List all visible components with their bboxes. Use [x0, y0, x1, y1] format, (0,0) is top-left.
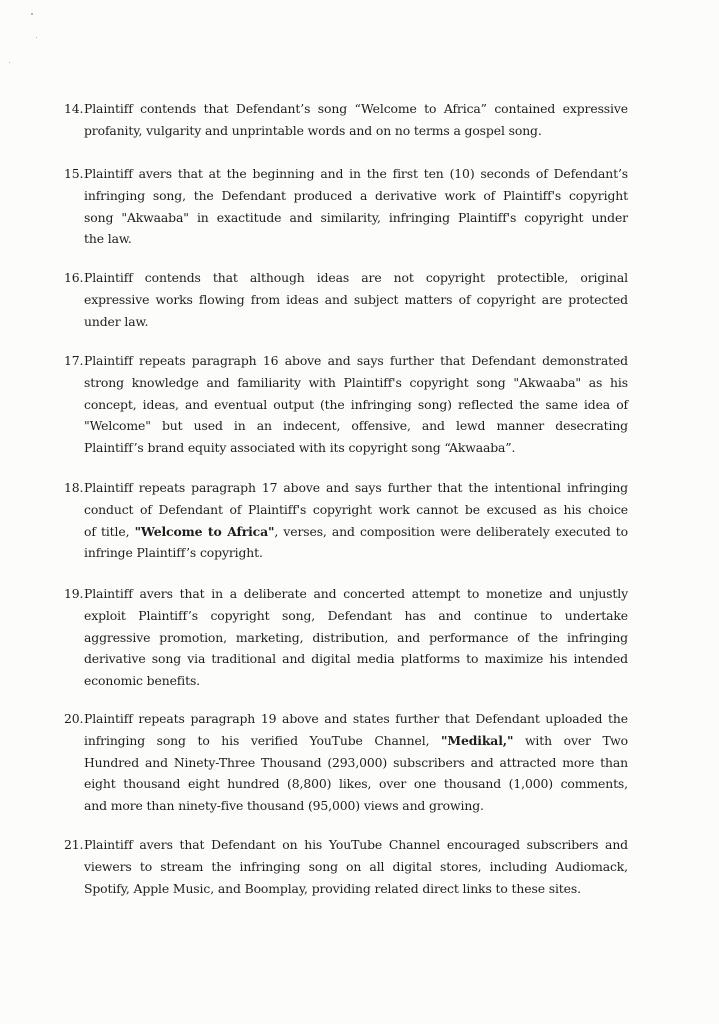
- paragraph-text-line: strong knowledge and familiarity with Plaintiff's copyright song "Akwaaba" as his: [84, 374, 628, 390]
- paragraph-number: 21.: [64, 837, 84, 852]
- paragraph-19: [64, 583, 628, 692]
- paragraph-text-line: eight thousand eight hundred (8,800) likes, over one thousand (1,000) comments,: [84, 776, 628, 792]
- paragraph-text-line: conduct of Defendant of Plaintiff's copyright work cannot be excused as his choice: [84, 501, 628, 517]
- paragraph-text-line: viewers to stream the infringing song on all digital stores, including Audiomack,: [84, 858, 628, 874]
- paragraph-text-line: under law.: [84, 313, 149, 329]
- paragraph-number: 20.: [64, 711, 84, 726]
- paragraph-text-line: infringe Plaintiff’s copyright.: [84, 545, 263, 561]
- paragraph-text-line: profanity, vulgarity and unprintable words and on no terms a gospel song.: [84, 122, 542, 138]
- paragraph-text-line: Plaintiff repeats paragraph 17 above and says further that the intentional infringing: [84, 480, 628, 495]
- paragraph-text-line: Plaintiff repeats paragraph 19 above and states further that Defendant uploaded the: [84, 711, 628, 726]
- paragraph-17: [64, 350, 628, 459]
- paragraph-text-line: concept, ideas, and eventual output (the infringing song) reflected the same idea of: [84, 396, 628, 412]
- paragraph-text-line: exploit Plaintiff’s copyright song, Defendant has and continue to undertake: [84, 607, 628, 623]
- paragraph-text-line: economic benefits.: [84, 673, 201, 689]
- paragraph-text-segment: of title,: [84, 523, 135, 539]
- paragraph-16: [64, 267, 628, 332]
- paragraph-14: [64, 98, 628, 142]
- paragraph-text-line: Spotify, Apple Music, and Boomplay, providing related direct links to these sites.: [84, 880, 581, 896]
- paragraph-15: [64, 163, 628, 250]
- paragraph-number: 18.: [64, 480, 84, 495]
- paragraph-number: 14.: [64, 101, 84, 116]
- paragraph-18: [64, 477, 628, 564]
- paragraph-text-line: Plaintiff contends that Defendant’s song “Welcome to Africa” contained expressive: [84, 101, 628, 116]
- paragraph-text-line: Hundred and Ninety-Three Thousand (293,000) subscribers and attracted more than: [84, 754, 628, 770]
- paragraph-text-segment: , verses, and composition were deliberately executed to: [274, 523, 628, 539]
- paragraph-text-segment: with over Two: [513, 732, 628, 748]
- paragraph-20: [64, 708, 628, 817]
- paragraph-text-line: Plaintiff avers that Defendant on his YouTube Channel encouraged subscribers and: [84, 837, 628, 852]
- song-title-bold: "Welcome to Africa": [134, 523, 275, 539]
- paragraph-text-line: and more than ninety-five thousand (95,000) views and growing.: [84, 798, 484, 814]
- paragraph-21: [64, 834, 628, 899]
- paragraph-text-line: infringing song, the Defendant produced a derivative work of Plaintiff's copyright: [84, 187, 628, 203]
- channel-name-bold: "Medikal,": [441, 732, 514, 748]
- paragraph-text-line: expressive works flowing from ideas and subject matters of copyright are protected: [84, 291, 628, 307]
- paragraph-text-line: aggressive promotion, marketing, distribution, and performance of the infringing: [84, 629, 628, 645]
- paragraph-text-line: Plaintiff avers that at the beginning and in the first ten (10) seconds of Defendant’s: [84, 166, 628, 181]
- paragraph-text-line: derivative song via traditional and digital media platforms to maximize his intended: [84, 651, 628, 667]
- paragraph-text-line: the law.: [84, 231, 132, 247]
- paragraph-text-line: Plaintiff avers that in a deliberate and concerted attempt to monetize and unjustly: [84, 586, 628, 601]
- paragraph-text-line: Plaintiff contends that although ideas are not copyright protectible, original: [84, 270, 628, 285]
- paragraph-number: 19.: [64, 586, 84, 601]
- paragraph-number: 16.: [64, 270, 84, 285]
- paragraph-text-line: song "Akwaaba" in exactitude and similarity, infringing Plaintiff's copyright under: [84, 209, 628, 225]
- paragraph-number: 15.: [64, 166, 84, 181]
- paragraph-text-line: "Welcome" but used in an indecent, offensive, and lewd manner desecrating: [84, 418, 628, 434]
- paragraph-number: 17.: [64, 353, 84, 368]
- paragraph-text-segment: infringing song to his verified YouTube Channel,: [84, 732, 442, 748]
- paragraph-text-line: Plaintiff repeats paragraph 16 above and says further that Defendant demonstrated: [84, 353, 628, 368]
- paragraph-text-line: Plaintiff’s brand equity associated with its copyright song “Akwaaba”.: [84, 440, 516, 456]
